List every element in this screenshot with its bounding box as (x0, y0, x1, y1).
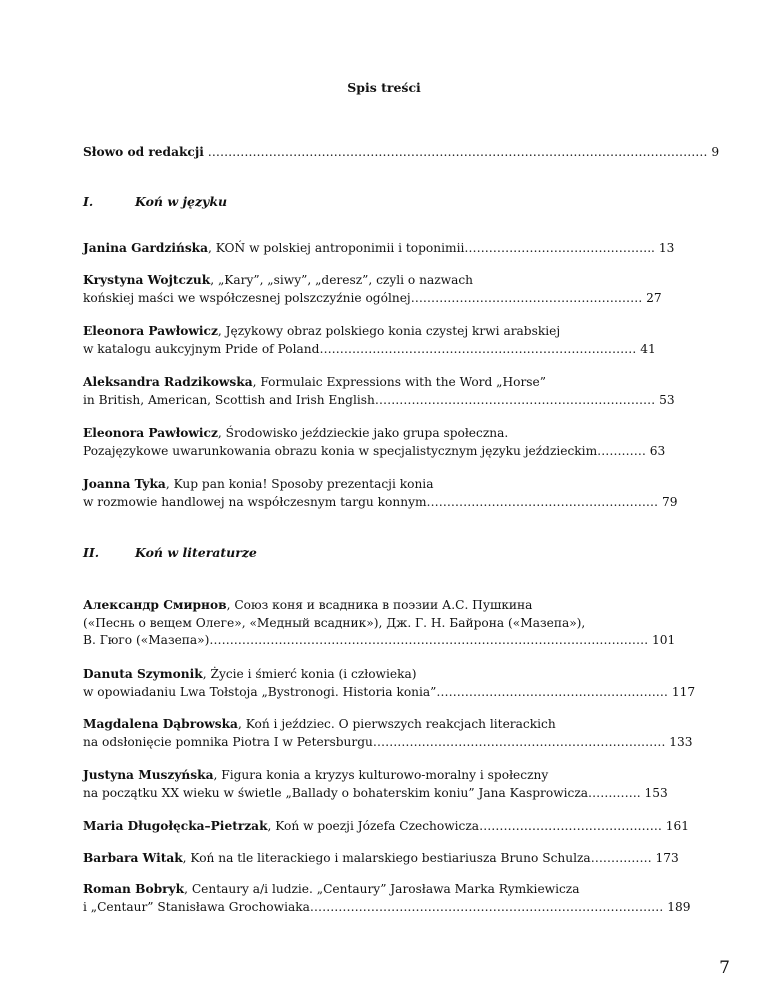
toc-author: Danuta Szymonik (83, 667, 203, 681)
section-title: Koń w języku (135, 194, 228, 209)
toc-author: Magdalena Dąbrowska (83, 717, 238, 731)
toc-page-number: 53 (659, 392, 675, 407)
section-title: Koń w literaturze (135, 545, 257, 560)
toc-title-line: Kup pan konia! Sposoby prezentacji konia (173, 477, 434, 491)
toc-title-line: Koń w poezji Józefa Czechowicza (275, 819, 480, 833)
toc-author: Justyna Muszyńska (83, 768, 214, 782)
toc-page-number: 63 (649, 443, 666, 458)
toc-title-line: w rozmowie handlowej na współczesnym targu konnym (83, 494, 427, 509)
toc-dots: ………… (597, 443, 650, 458)
toc-title-line: i „Centaur” Stanisława Grochowiaka (83, 899, 310, 914)
toc-dots: …………………………………………………………………………………………………………… (203, 145, 712, 159)
toc-page-number: 189 (667, 899, 691, 914)
toc-title-line: w opowiadaniu Lwa Tołstoja „Bystronogi. Historia konia” (83, 684, 437, 699)
toc-title-line: końskiej maści we współczesnej polszczyźnie ogólnej (83, 290, 411, 305)
toc-title-line: Pozajęzykowe uwarunkowania obrazu konia w specjalistycznym języku jeździeckim (83, 443, 598, 458)
toc-author: Roman Bobryk (83, 882, 185, 896)
toc-page-number: 9 (711, 145, 720, 159)
section-number: I. (83, 194, 94, 209)
toc-title-line: w katalogu aukcyjnym Pride of Poland (83, 341, 320, 356)
toc-title-line: na początku XX wieku w świetle „Ballady o bohaterskim koniu” Jana Kasprowicza (83, 785, 589, 800)
toc-page-number: 117 (671, 684, 696, 699)
toc-author: Eleonora Pawłowicz (83, 426, 218, 440)
toc-entry: Maria Długołęcka–Pietrzak, Koń w poezji Józefa Czechowicza……………………………………… 161 (83, 819, 690, 833)
toc-page-number: 153 (644, 785, 668, 800)
toc-title-line: Figura konia a kryzys kulturowo-moralny i społeczny (221, 768, 549, 782)
page-number-footer: 7 (719, 958, 730, 978)
toc-entry: Александр Смирнов, Союз коня и всадника в поэзии А.С. Пушкина («Песнь о вещем Олеге», «Медный всадник»), Дж. Г. Н. Байрона («Мазепа»), В. Гюго («Мазепа»)……………………………………………………………………………………………… 101 (83, 598, 676, 647)
toc-author: Janina Gardzińska (83, 241, 209, 255)
toc-title-line: Formulaic Expressions with the Word „Horse” (260, 375, 546, 389)
toc-author: Aleksandra Radzikowska (83, 375, 253, 389)
toc-dots: ………………………………………………… (426, 494, 662, 509)
toc-title-line: na odsłonięcie pomnika Piotra I w Petersburgu (83, 734, 373, 749)
toc-author: Barbara Witak (83, 851, 183, 865)
toc-dots: ……………………………………… (479, 819, 666, 833)
toc-dots: ……………………………………………………………… (372, 734, 670, 749)
toc-page-number: 41 (640, 341, 656, 356)
toc-line (83, 144, 720, 162)
toc-entry-intro (83, 144, 720, 162)
toc-dots: …………………………………………………………… (374, 392, 660, 407)
toc-entry: Joanna Tyka, Kup pan konia! Sposoby prezentacji konia w rozmowie handlowej na współczesnym targu konnym………………………………………………… 79 (83, 477, 678, 509)
toc-author: Александр Смирнов (83, 598, 227, 612)
toc-author: Joanna Tyka (83, 477, 166, 491)
toc-entry: Magdalena Dąbrowska, Koń i jeździec. O pierwszych reakcjach literackich na odsłonięcie pomnika Piotra I w Petersburgu……………………………………………………………… 133 (83, 717, 693, 749)
toc-author: Eleonora Pawłowicz (83, 324, 218, 338)
toc-title-line: («Песнь о вещем Олеге», «Медный всадник»), Дж. Г. Н. Байрона («Мазепа»), (83, 615, 586, 630)
toc-title-line: KOŃ w polskiej antroponimii i toponimii (215, 241, 465, 255)
toc-title-line: В. Гюго («Мазепа») (83, 633, 210, 647)
toc-entry: Justyna Muszyńska, Figura konia a kryzys kulturowo-moralny i społeczny na początku XX wieku w świetle „Ballady o bohaterskim koniu” Jana Kasprowicza…………. 153 (83, 768, 668, 800)
toc-title-line: Koń i jeździec. O pierwszych reakcjach literackich (245, 717, 556, 731)
toc-dots: …………… (590, 851, 656, 865)
toc-title-line: Centaury a/i ludzie. „Centaury” Jarosława Marka Rymkiewicza (191, 882, 580, 896)
toc-page-number: 13 (658, 241, 675, 255)
section-heading (83, 193, 227, 211)
section-number: II. (83, 545, 100, 560)
toc-entry: Aleksandra Radzikowska, Formulaic Expressions with the Word „Horse” in British, American, Scottish and Irish English…………………………………………………………… 53 (83, 375, 675, 407)
toc-dots: ………………………………………………… (410, 290, 647, 305)
toc-entry: Danuta Szymonik, Życie i śmierć konia (i człowieka) w opowiadaniu Lwa Tołstoja „Bystronogi. Historia konia”………………………………………………… 117 (83, 667, 696, 699)
toc-title-line: Koń na tle literackiego i malarskiego bestiariusza Bruno Schulza (190, 851, 591, 865)
toc-page-number: 79 (661, 494, 678, 509)
toc-intro-label: Słowo od redakcji (83, 145, 204, 159)
toc-page-number: 173 (655, 851, 679, 865)
toc-page-number: 133 (669, 734, 693, 749)
toc-entry: Krystyna Wojtczuk, „Kary”, „siwy”, „deresz”, czyli o nazwach końskiej maści we współczesnej polszczyźnie ogólnej………………………………………………… 27 (83, 273, 662, 305)
section-heading (83, 544, 257, 562)
toc-dots: …………………………………………………………………………… (309, 899, 668, 914)
toc-dots: ………………………………………………… (436, 684, 672, 699)
toc-entry: Janina Gardzińska, KOŃ w polskiej antroponimii i toponimii……………………………………….. 13 (83, 241, 675, 255)
toc-title-line: Союз коня и всадника в поэзии А.С. Пушкина (234, 598, 533, 612)
toc-dots: …………. (588, 785, 645, 800)
toc-entry: Barbara Witak, Koń na tle literackiego i malarskiego bestiariusza Bruno Schulza…………… 173 (83, 851, 679, 865)
toc-title-line: Życie i śmierć konia (i człowieka) (210, 667, 417, 681)
toc-entry: Roman Bobryk, Centaury a/i ludzie. „Centaury” Jarosława Marka Rymkiewicza i „Centaur” Stanisława Grochowiaka…………………………………………………………………………… 189 (83, 882, 691, 914)
toc-entry: Eleonora Pawłowicz, Językowy obraz polskiego konia czystej krwi arabskiej w katalogu aukcyjnym Pride of Poland…………………………………………………………………… 41 (83, 324, 656, 356)
toc-author: Maria Długołęcka–Pietrzak (83, 819, 268, 833)
toc-dots: ……………………………………………………………………………………………… (209, 633, 653, 647)
toc-page-number: 101 (652, 633, 676, 647)
toc-page-number: 27 (646, 290, 662, 305)
toc-dots: …………………………………………………………………… (319, 341, 641, 356)
toc-title-line: „Kary”, „siwy”, „deresz”, czyli o nazwach (217, 273, 474, 287)
toc-title-line: Środowisko jeździeckie jako grupa społeczna. (225, 426, 509, 440)
toc-title-line: in British, American, Scottish and Irish English (83, 392, 375, 407)
toc-page-number: 161 (665, 819, 690, 833)
toc-entry: Eleonora Pawłowicz, Środowisko jeździeckie jako grupa społeczna. Pozajęzykowe uwarunkowania obrazu konia w specjalistycznym języku jeździeckim………… 63 (83, 426, 666, 458)
toc-dots: ……………………………………….. (464, 241, 659, 255)
toc-title-line: Językowy obraz polskiego konia czystej krwi arabskiej (225, 324, 561, 338)
toc-author: Krystyna Wojtczuk (83, 273, 211, 287)
page-title: Spis treści (347, 80, 421, 95)
